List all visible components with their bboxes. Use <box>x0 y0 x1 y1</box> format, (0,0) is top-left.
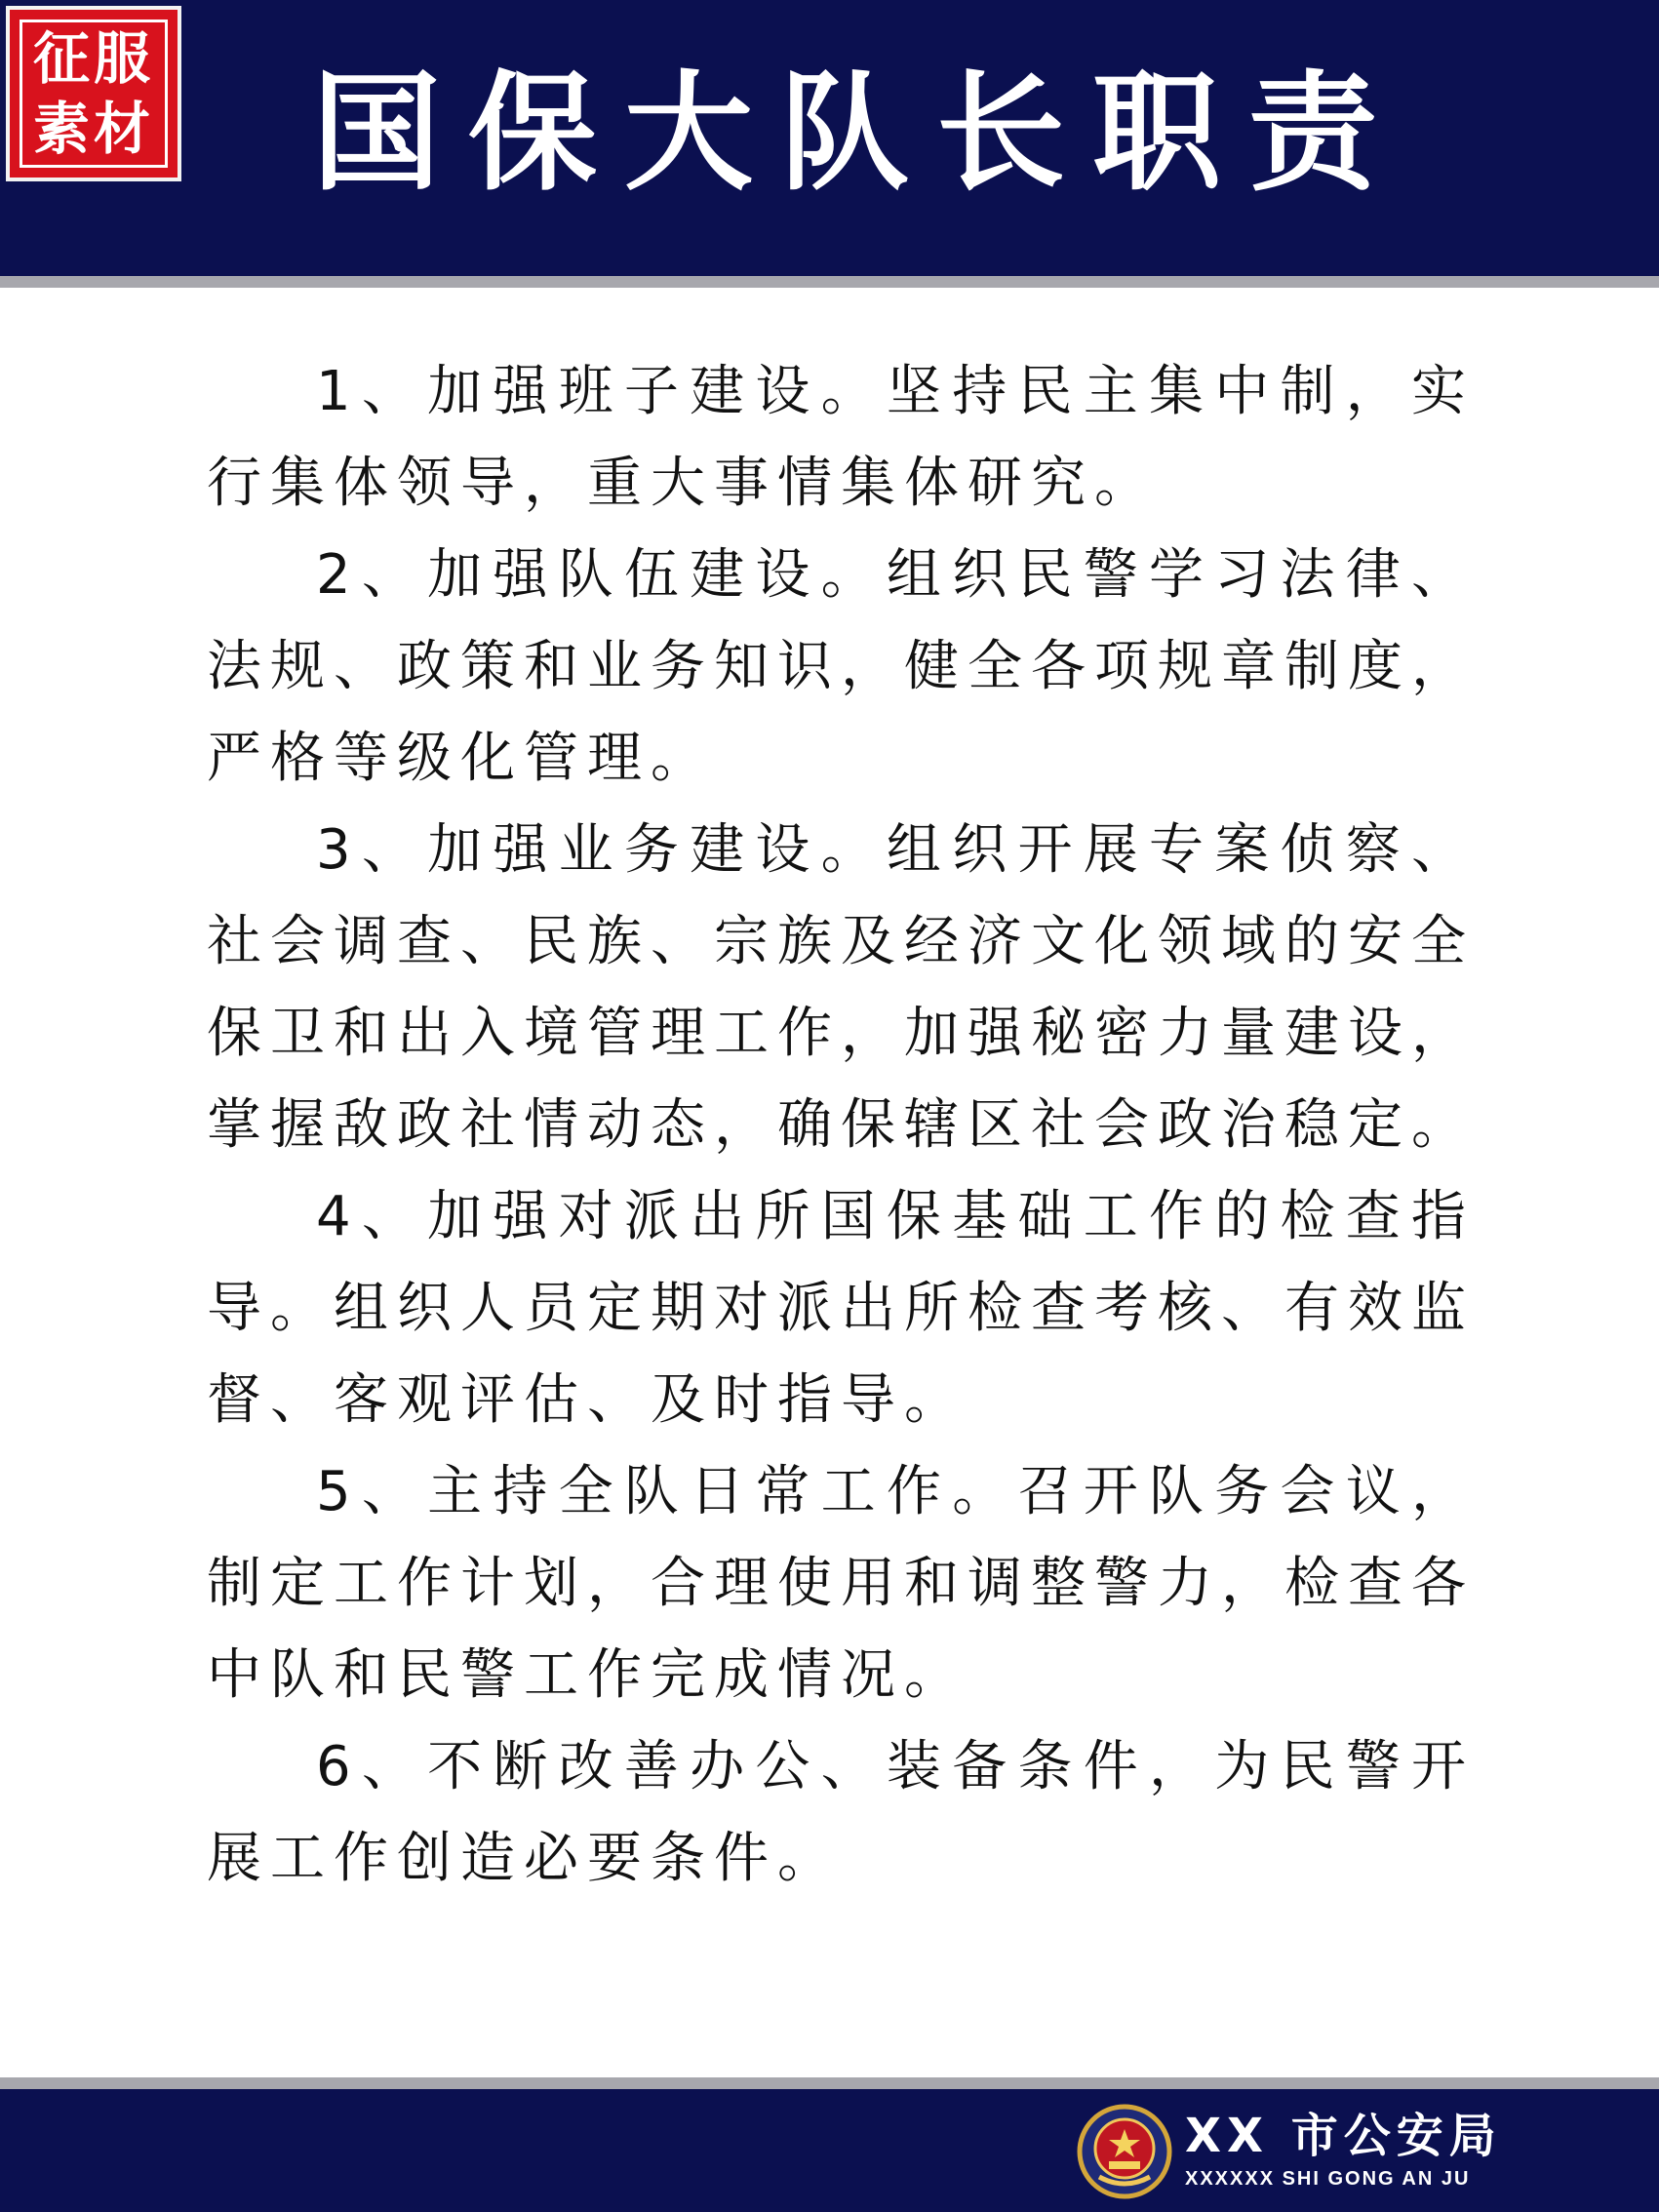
watermark-line-2: 素材 <box>32 96 154 162</box>
duty-item-4: 4、加强对派出所国保基础工作的检查指导。组织人员定期对派出所检查考核、有效监督、客观评估、及时指导。 <box>207 1185 1475 1432</box>
header-divider <box>0 276 1659 288</box>
duty-item-1: 1、加强班子建设。坚持民主集中制，实行集体领导，重大事情集体研究。 <box>207 360 1475 515</box>
footer-divider <box>0 2077 1659 2089</box>
duties-list <box>207 346 1475 1905</box>
org-block <box>1185 2107 1624 2192</box>
org-name: XX 市公安局 <box>1185 2109 1502 2163</box>
police-emblem-icon <box>1076 2103 1173 2200</box>
duty-item-6: 6、不断改善办公、装备条件，为民警开展工作创造必要条件。 <box>207 1735 1475 1890</box>
duty-item-3: 3、加强业务建设。组织开展专案侦察、社会调查、民族、宗族及经济文化领域的安全保卫和出入境管理工作，加强秘密力量建设，掌握敌政社情动态，确保辖区社会政治稳定。 <box>207 818 1475 1157</box>
page-title: 国保大队长职责 <box>312 59 1404 209</box>
watermark-line-1: 征服 <box>32 25 154 92</box>
duty-item-2: 2、加强队伍建设。组织民警学习法律、法规、政策和业务知识，健全各项规章制度，严格等级化管理。 <box>207 543 1475 790</box>
header-banner <box>0 0 1659 276</box>
duty-item-5: 5、主持全队日常工作。召开队务会议，制定工作计划，合理使用和调整警力，检查各中队和民警工作完成情况。 <box>207 1460 1475 1707</box>
watermark-badge <box>6 6 181 181</box>
watermark-badge-inner <box>20 20 168 168</box>
org-pinyin: XXXXXX SHI GONG AN JU <box>1185 2168 1471 2190</box>
